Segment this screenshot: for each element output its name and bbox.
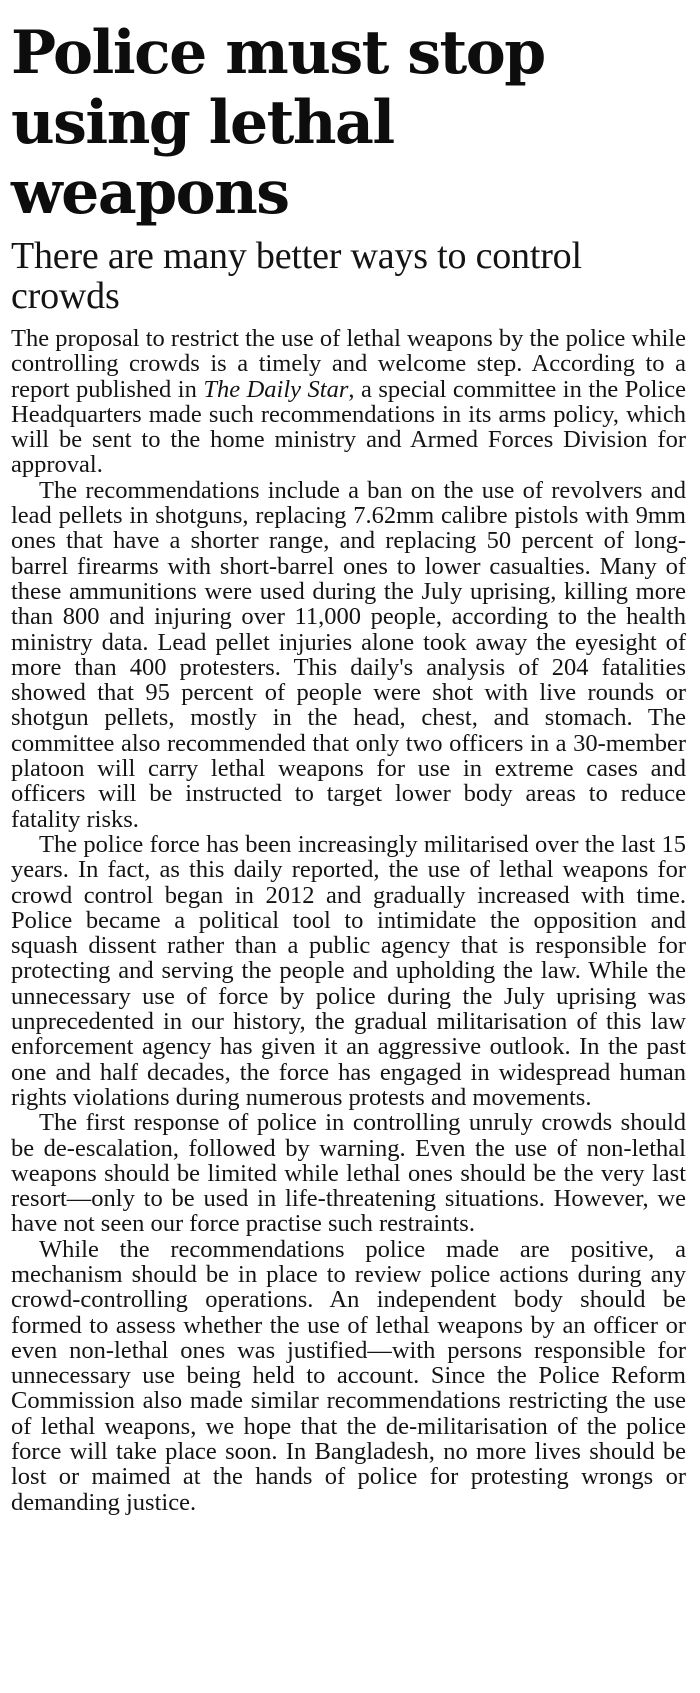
article-paragraph-2: The recommendations include a ban on the use of revolvers and lead pellets in shotguns, replacing 7.62mm calibre pistols with 9mm ones that have a shorter range, and replacing 50 percent of long-barrel firearms with short-barrel ones to lower casualties. Many of these ammunitions were used during the July uprising, killing more than 800 and injuring over 11,000 people, according to the health ministry data. Lead pellet injuries alone took away the eyesight of more than 400 protesters. This daily's analysis of 204 fatalities showed that 95 percent of people were shot with live rounds or shotgun pellets, mostly in the head, chest, and stomach. The committee also recommended that only two officers in a 30-member platoon will carry lethal weapons for use in extreme cases and officers will be instructed to target lower body areas to reduce fatality risks. xyxy=(11,476,686,833)
article-paragraph-4: The first response of police in controlling unruly crowds should be de-escalation, followed by warning. Even the use of non-lethal weapons should be limited while lethal ones should be the very last resort—only to be used in life-threatening situations. However, we have not seen our force practise such restraints. xyxy=(11,1109,686,1238)
article-paragraph-3: The police force has been increasingly militarised over the last 15 years. In fact, as this daily reported, the use of lethal weapons for crowd control began in 2012 and gradually increased with time. Police became a political tool to intimidate the opposition and squash dissent rather than a public agency that is responsible for protecting and serving the people and upholding the law. While the unnecessary use of force by police during the July uprising was unprecedented in our history, the gradual militarisation of this law enforcement agency has given it an aggressive outlook. In the past one and half decades, the force has engaged in widespread human rights violations during numerous protests and movements. xyxy=(11,830,686,1111)
article-paragraph-1 xyxy=(11,326,686,478)
article-paragraph-5: While the recommendations police made are positive, a mechanism should be in place to review police actions during any crowd-controlling operations. An independent body should be formed to assess whether the use of lethal weapons by an officer or even non-lethal ones was justified—with persons responsible for unnecessary use being held to account. Since the Police Reform Commission also made similar recommendations restricting the use of lethal weapons, we hope that the de-militarisation of the police force will take place soon. In Bangladesh, no more lives should be lost or maimed at the hands of police for protesting wrongs or demanding justice. xyxy=(11,1235,686,1516)
paragraph-1-text-after: , a special committee in the Police Headquarters made such recommendations in its arms policy, which will be sent to the home ministry and Armed Forces Division for approval. xyxy=(11,375,687,479)
article-headline: Police must stop using lethal weapons xyxy=(11,18,545,228)
paragraph-1-text-before: The proposal to restrict the use of lethal weapons by the police while controlling crowds is a timely and welcome step. According to a report published in xyxy=(11,325,686,403)
article-body xyxy=(11,326,686,1515)
article-subheadline: There are many better ways to control crowds xyxy=(11,235,582,317)
publication-name: The Daily Star xyxy=(203,375,349,403)
